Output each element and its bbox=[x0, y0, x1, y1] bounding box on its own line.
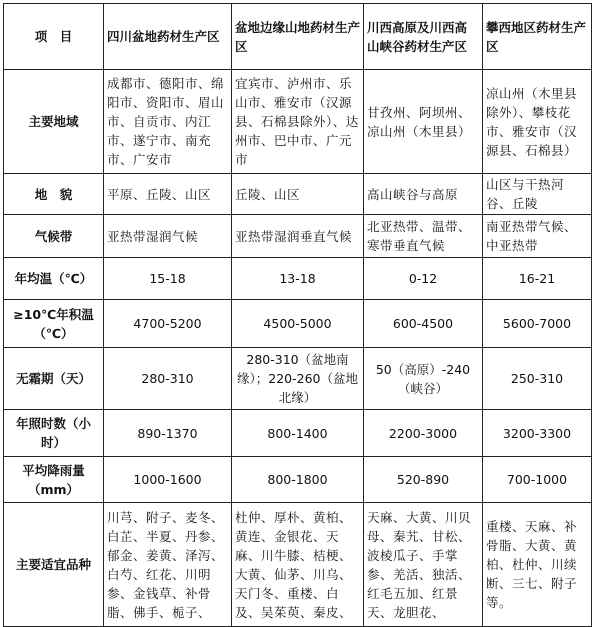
header-col-sichuan-basin: 四川盆地药材生产区 bbox=[104, 4, 232, 70]
table-cell: 高山峡谷与高原 bbox=[364, 174, 483, 215]
table-cell: 成都市、德阳市、绵阳市、资阳市、眉山市、自贡市、内江市、遂宁市、南充市、广安市 bbox=[104, 70, 232, 174]
table-cell: 800-1800 bbox=[232, 457, 364, 503]
header-col-panxi: 攀西地区药材生产区 bbox=[483, 4, 592, 70]
table-cell: 13-18 bbox=[232, 258, 364, 300]
table-cell: 山区与干热河谷、丘陵 bbox=[483, 174, 592, 215]
table-cell: 280-310（盆地南缘）；220-260（盆地北缘） bbox=[232, 348, 364, 410]
table-cell: 0-12 bbox=[364, 258, 483, 300]
table-cell: 平原、丘陵、山区 bbox=[104, 174, 232, 215]
table-cell: 280-310 bbox=[104, 348, 232, 410]
table-cell: 250-310 bbox=[483, 348, 592, 410]
table-cell: 520-890 bbox=[364, 457, 483, 503]
table-cell: 3200-3300 bbox=[483, 410, 592, 457]
table-cell: 4700-5200 bbox=[104, 300, 232, 348]
table-cell: 杜仲、厚朴、黄柏、黄连、金银花、天麻、川牛膝、桔梗、大黄、仙茅、川乌、天门冬、重楼、白及、吴茱萸、秦皮、 bbox=[232, 503, 364, 627]
table-header-row bbox=[4, 4, 592, 70]
table-cell: 1000-1600 bbox=[104, 457, 232, 503]
header-col-basin-edge: 盆地边缘山地药材生产区 bbox=[232, 4, 364, 70]
header-col-west-plateau: 川西高原及川西高山峡谷药材生产区 bbox=[364, 4, 483, 70]
table-cell: 亚热带湿润气候 bbox=[104, 215, 232, 258]
table-row bbox=[4, 258, 592, 300]
row-label: 无霜期（天） bbox=[4, 348, 104, 410]
table-cell: 北亚热带、温带、寒带垂直气候 bbox=[364, 215, 483, 258]
table-cell: 4500-5000 bbox=[232, 300, 364, 348]
table-cell: 16-21 bbox=[483, 258, 592, 300]
table-row bbox=[4, 300, 592, 348]
table-cell: 南亚热带气候、中亚热带 bbox=[483, 215, 592, 258]
table-row bbox=[4, 503, 592, 627]
table-cell: 丘陵、山区 bbox=[232, 174, 364, 215]
table-row bbox=[4, 410, 592, 457]
row-label: 平均降雨量（mm） bbox=[4, 457, 104, 503]
row-label: 年照时数（小时） bbox=[4, 410, 104, 457]
row-label: 主要适宜品种 bbox=[4, 503, 104, 627]
table-cell: 890-1370 bbox=[104, 410, 232, 457]
header-item: 项 目 bbox=[4, 4, 104, 70]
row-label: 气候带 bbox=[4, 215, 104, 258]
row-label: 地 貌 bbox=[4, 174, 104, 215]
table-cell: 宜宾市、泸州市、乐山市、雅安市（汉源县、石棉县除外）、达州市、巴中市、广元市 bbox=[232, 70, 364, 174]
table-row bbox=[4, 174, 592, 215]
herb-region-table bbox=[3, 3, 592, 627]
row-label: 主要地域 bbox=[4, 70, 104, 174]
table-cell: 甘孜州、阿坝州、凉山州（木里县） bbox=[364, 70, 483, 174]
table-cell: 凉山州（木里县除外）、攀枝花市、雅安市（汉源县、石棉县） bbox=[483, 70, 592, 174]
table-row bbox=[4, 457, 592, 503]
table-cell: 50（高原）-240（峡谷） bbox=[364, 348, 483, 410]
table-cell: 重楼、天麻、补骨脂、大黄、黄柏、杜仲、川续断、三七、附子等。 bbox=[483, 503, 592, 627]
table-cell: 川芎、附子、麦冬、白芷、半夏、丹参、郁金、姜黄、泽泻、白芍、红花、川明参、金钱草、补骨脂、佛手、栀子、 bbox=[104, 503, 232, 627]
table-cell: 600-4500 bbox=[364, 300, 483, 348]
row-label: 年均温（℃） bbox=[4, 258, 104, 300]
table-cell: 天麻、大黄、川贝母、秦艽、甘松、波棱瓜子、手掌参、羌活、独活、红毛五加、红景天、龙胆花、 bbox=[364, 503, 483, 627]
table-cell: 15-18 bbox=[104, 258, 232, 300]
table-cell: 700-1000 bbox=[483, 457, 592, 503]
table-row bbox=[4, 70, 592, 174]
row-label: ≥10℃年积温（℃） bbox=[4, 300, 104, 348]
table-row bbox=[4, 348, 592, 410]
table-cell: 800-1400 bbox=[232, 410, 364, 457]
table-cell: 5600-7000 bbox=[483, 300, 592, 348]
table-cell: 2200-3000 bbox=[364, 410, 483, 457]
table-row bbox=[4, 215, 592, 258]
table-cell: 亚热带湿润垂直气候 bbox=[232, 215, 364, 258]
